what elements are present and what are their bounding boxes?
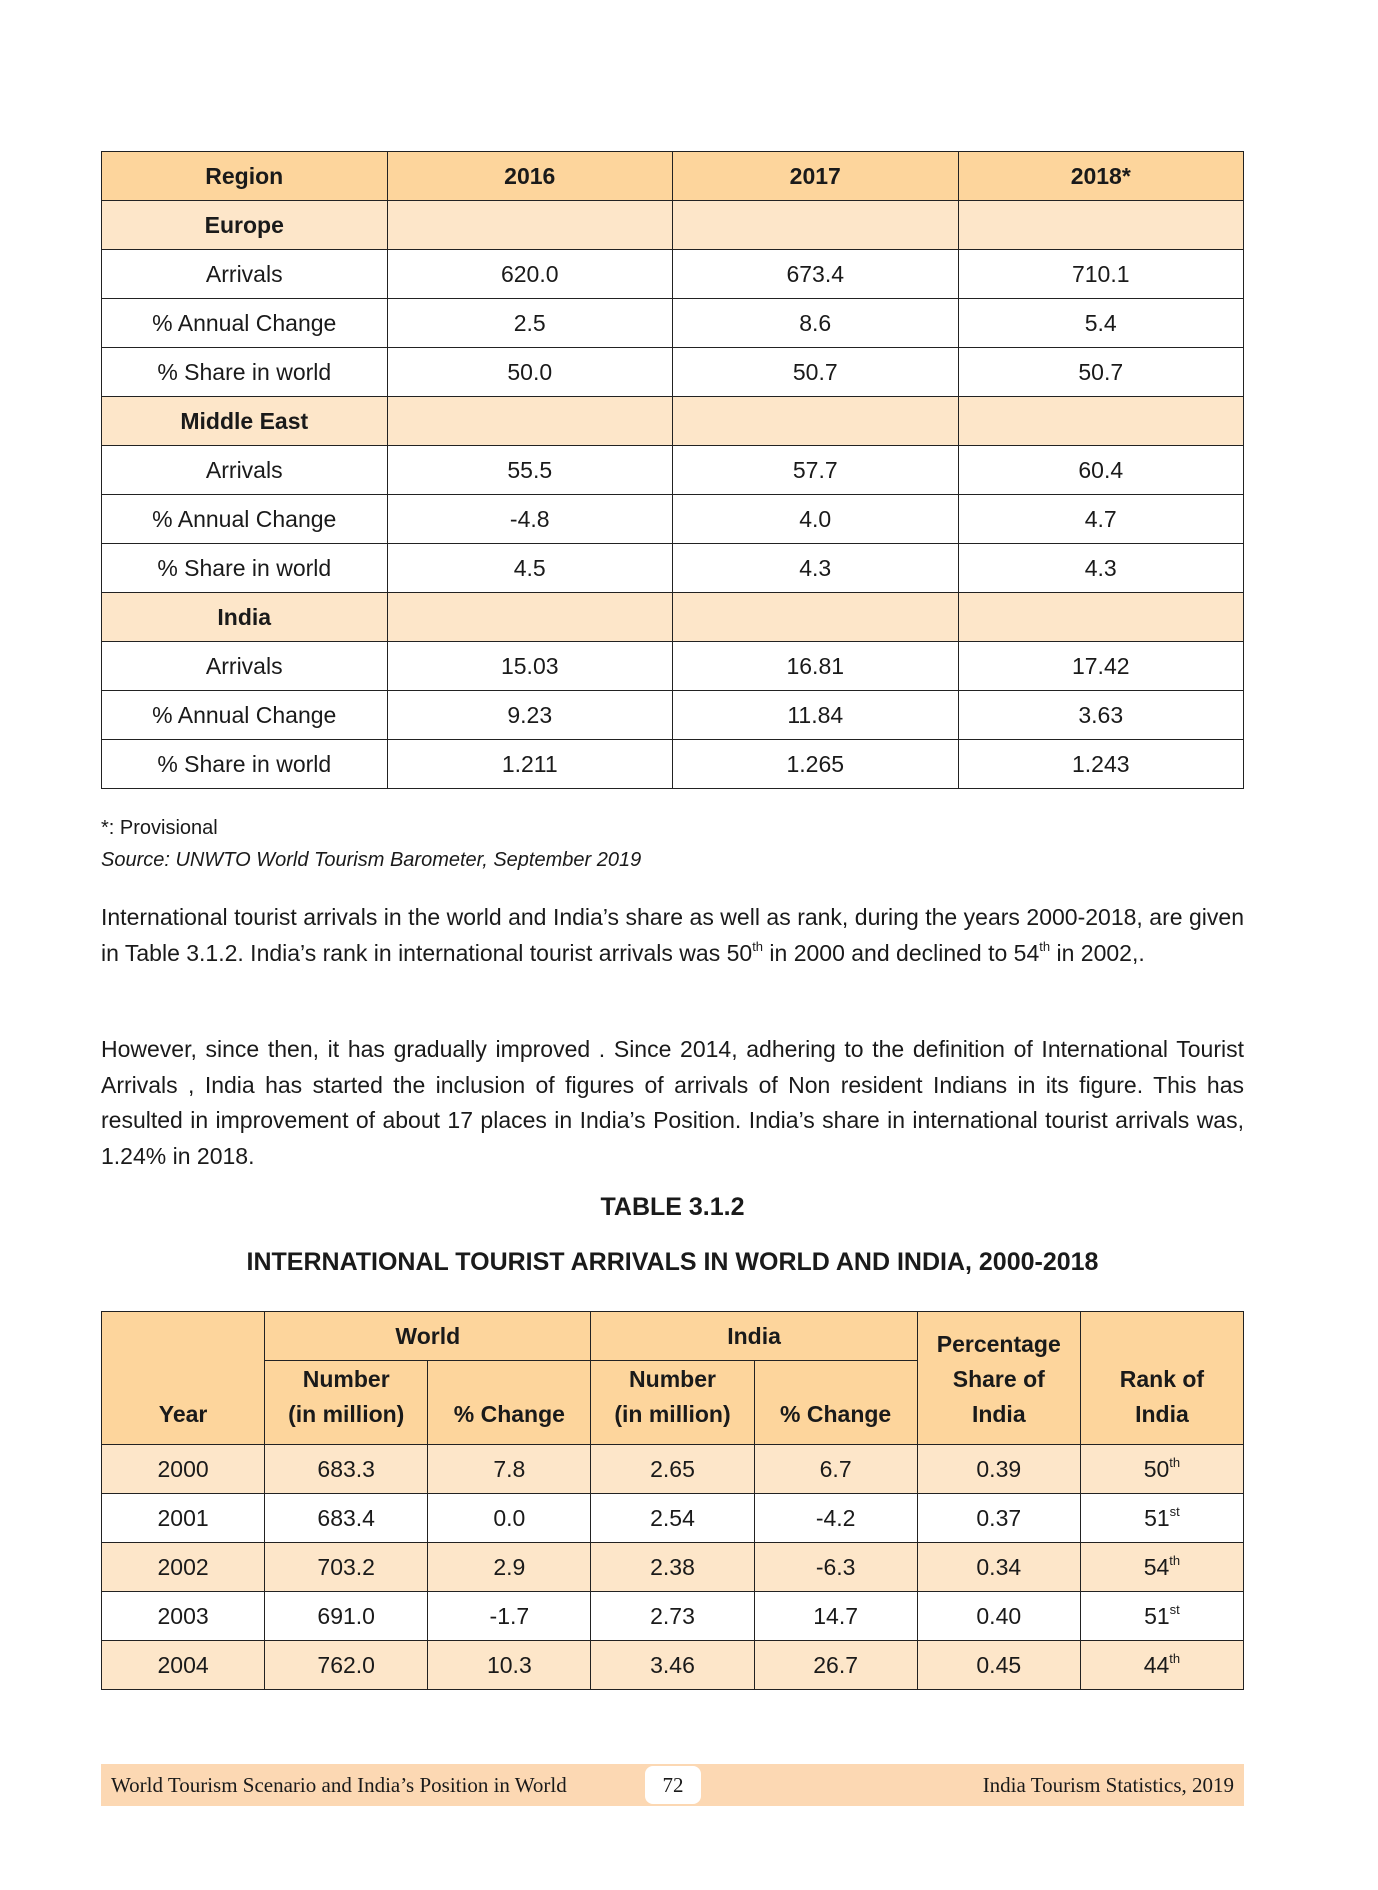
region-name: Europe xyxy=(102,201,388,250)
table-cell: 620.0 xyxy=(387,250,673,299)
page-number: 72 xyxy=(645,1766,701,1804)
table-row xyxy=(102,250,1244,299)
footer-chapter-title: World Tourism Scenario and India’s Position in World xyxy=(111,1773,567,1797)
table-cell: 50.0 xyxy=(387,348,673,397)
table-cell: 11.84 xyxy=(673,691,959,740)
region-name: India xyxy=(102,593,388,642)
table-cell: 4.3 xyxy=(673,544,959,593)
table-cell: 17.42 xyxy=(958,642,1244,691)
table-row xyxy=(102,446,1244,495)
rank-cell: 50th xyxy=(1080,1445,1243,1494)
table-caption: TABLE 3.1.2 xyxy=(600,1193,745,1221)
row-label: % Annual Change xyxy=(102,299,388,348)
rank-cell: 44th xyxy=(1080,1641,1243,1690)
region-name: Middle East xyxy=(102,397,388,446)
table-cell: 50.7 xyxy=(673,348,959,397)
column-header: 2016 xyxy=(387,152,673,201)
table-cell: 60.4 xyxy=(958,446,1244,495)
table-cell: 4.5 xyxy=(387,544,673,593)
table-cell: 1.243 xyxy=(958,740,1244,789)
table-cell: 4.3 xyxy=(958,544,1244,593)
paragraph-improvement: However, since then, it has gradually improved . Since 2014, adhering to the definition of International Tourist Arrivals , India has started the inclusion of figures of arrivals of Non resident Indians in its figure. This has resulted in improvement of about 17 places in India’s Position. India’s share in international tourist arrivals was, 1.24% in 2018. xyxy=(101,1036,1244,1169)
row-label: % Share in world xyxy=(102,348,388,397)
table-cell: 50.7 xyxy=(958,348,1244,397)
table-header-row xyxy=(102,1312,1244,1361)
table-notes xyxy=(101,812,641,876)
column-group-india: India xyxy=(591,1312,917,1361)
table-cell: 710.1 xyxy=(958,250,1244,299)
provisional-note: *: Provisional xyxy=(101,817,218,839)
column-header: Region xyxy=(102,152,388,201)
row-label: Arrivals xyxy=(102,446,388,495)
table-row: 2001 683.4 0.0 2.54 -4.2 0.37 51st xyxy=(102,1494,1244,1543)
column-group-world: World xyxy=(265,1312,591,1361)
table-cell: 1.265 xyxy=(673,740,959,789)
table-row xyxy=(102,740,1244,789)
table-cell: 9.23 xyxy=(387,691,673,740)
table-cell: 4.7 xyxy=(958,495,1244,544)
table-row: 2000 683.3 7.8 2.65 6.7 0.39 50th xyxy=(102,1445,1244,1494)
table-cell: 3.63 xyxy=(958,691,1244,740)
table-cell: 2.5 xyxy=(387,299,673,348)
row-label: % Share in world xyxy=(102,544,388,593)
world-india-arrivals-table xyxy=(101,1311,1244,1690)
table-cell: 5.4 xyxy=(958,299,1244,348)
table-cell: 55.5 xyxy=(387,446,673,495)
page-footer xyxy=(101,1764,1244,1806)
rank-cell: 51st xyxy=(1080,1494,1243,1543)
footer-publication-title: India Tourism Statistics, 2019 xyxy=(982,1773,1234,1797)
paragraph-rank: International tourist arrivals in the world and India’s share as well as rank, during the years 2000-2018, are given in Table 3.1.2. India’s rank in international tourist arrivals was 50th in 2000 and declined to 54th in 2002,. xyxy=(101,904,1244,966)
table-cell: 57.7 xyxy=(673,446,959,495)
column-header-world-change: % Change xyxy=(428,1361,591,1445)
table-cell: 1.211 xyxy=(387,740,673,789)
table-row: 2002 703.2 2.9 2.38 -6.3 0.34 54th xyxy=(102,1543,1244,1592)
regional-arrivals-table xyxy=(101,151,1244,789)
table-cell: 8.6 xyxy=(673,299,959,348)
row-label: % Share in world xyxy=(102,740,388,789)
column-header-india-number: Number (in million) xyxy=(591,1361,754,1445)
region-row-middle-east xyxy=(102,397,1244,446)
column-header: 2017 xyxy=(673,152,959,201)
column-header: 2018* xyxy=(958,152,1244,201)
row-label: % Annual Change xyxy=(102,691,388,740)
table-cell: 15.03 xyxy=(387,642,673,691)
source-note: Source: UNWTO World Tourism Barometer, September 2019 xyxy=(101,849,642,871)
table-row xyxy=(102,348,1244,397)
table-cell: 673.4 xyxy=(673,250,959,299)
row-label: Arrivals xyxy=(102,642,388,691)
column-header-share: Percentage Share of India xyxy=(917,1312,1080,1445)
column-header-india-change: % Change xyxy=(754,1361,917,1445)
table-header-row xyxy=(102,152,1244,201)
row-label: Arrivals xyxy=(102,250,388,299)
table-row xyxy=(102,544,1244,593)
table-cell: 16.81 xyxy=(673,642,959,691)
table-row: 2003 691.0 -1.7 2.73 14.7 0.40 51st xyxy=(102,1592,1244,1641)
table-row xyxy=(102,495,1244,544)
rank-cell: 51st xyxy=(1080,1592,1243,1641)
column-header-world-number: Number (in million) xyxy=(265,1361,428,1445)
rank-cell: 54th xyxy=(1080,1543,1243,1592)
table-row xyxy=(102,642,1244,691)
column-header-rank: Rank of India xyxy=(1080,1312,1243,1445)
table-cell: -4.8 xyxy=(387,495,673,544)
table-row xyxy=(102,299,1244,348)
table-cell: 4.0 xyxy=(673,495,959,544)
region-row-india xyxy=(102,593,1244,642)
table-row xyxy=(102,691,1244,740)
table-row: 2004 762.0 10.3 3.46 26.7 0.45 44th xyxy=(102,1641,1244,1690)
region-row-europe xyxy=(102,201,1244,250)
table-title: INTERNATIONAL TOURIST ARRIVALS IN WORLD AND INDIA, 2000-2018 xyxy=(246,1248,1099,1276)
row-label: % Annual Change xyxy=(102,495,388,544)
column-header-year: Year xyxy=(102,1312,265,1445)
